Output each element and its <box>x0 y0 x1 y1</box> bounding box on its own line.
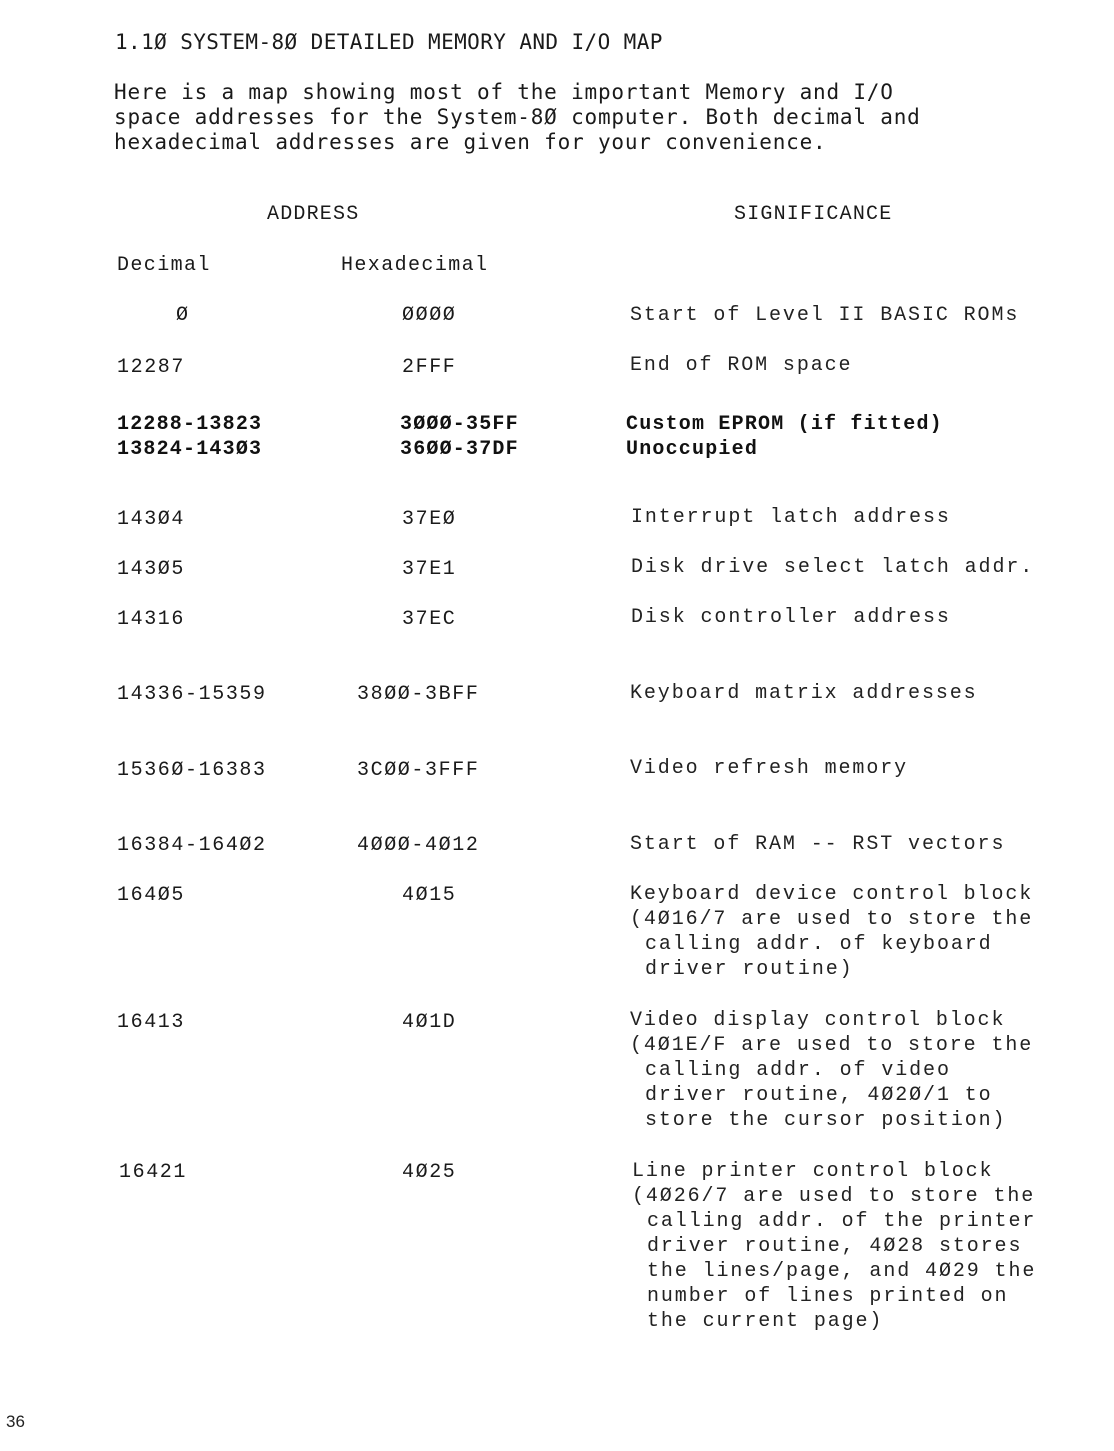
significance <box>626 412 943 437</box>
significance-line: Start of RAM -- RST vectors <box>630 833 1006 856</box>
significance <box>630 756 908 781</box>
page-number: 36 <box>6 1412 25 1431</box>
significance-line: Line printer control block <box>632 1160 994 1183</box>
significance-line: Video display control block <box>630 1009 1006 1032</box>
significance <box>630 832 1005 857</box>
significance-line: Disk drive select latch addr. <box>631 556 1035 579</box>
intro-paragraph <box>114 80 921 155</box>
significance-line: Custom EPROM (if fitted) <box>626 413 943 436</box>
significance <box>630 353 852 378</box>
decimal-address: 16384-164Ø2 <box>117 834 267 857</box>
hex-address: ØØØØ <box>402 304 457 327</box>
significance-line: driver routine, 4Ø28 stores <box>647 1235 1023 1258</box>
intro-line: space addresses for the System-8Ø computer. Both decimal and <box>114 105 921 129</box>
significance <box>631 555 1034 580</box>
hex-address: 38ØØ-3BFF <box>357 683 480 706</box>
decimal-address: 12288-13823 <box>117 413 263 436</box>
hex-address: 2FFF <box>402 356 457 379</box>
decimal-address: 12287 <box>117 356 186 379</box>
decimal-address: 143Ø4 <box>117 508 186 531</box>
hex-address: 4Ø1D <box>402 1011 457 1034</box>
significance-line: Start of Level II BASIC ROMs <box>630 304 1020 327</box>
significance-line: calling addr. of video <box>645 1059 951 1082</box>
significance-line: Unoccupied <box>626 438 759 461</box>
significance-line: Video refresh memory <box>630 757 909 780</box>
significance-line: the lines/page, and 4Ø29 the <box>647 1260 1037 1283</box>
significance <box>631 605 951 630</box>
hex-address: 37E1 <box>402 558 457 581</box>
hexadecimal-column-heading: Hexadecimal <box>341 254 489 277</box>
hex-address: 4ØØØ-4Ø12 <box>357 834 480 857</box>
decimal-address: 16421 <box>119 1161 188 1184</box>
decimal-address: 164Ø5 <box>117 884 186 907</box>
decimal-address: 1536Ø-16383 <box>117 759 267 782</box>
significance-line: driver routine, 4Ø2Ø/1 to <box>645 1084 993 1107</box>
significance-line: Interrupt latch address <box>631 506 951 529</box>
significance-line: Keyboard matrix addresses <box>630 682 978 705</box>
significance <box>631 505 951 530</box>
significance-line: Keyboard device control block <box>630 883 1034 906</box>
decimal-address: 14316 <box>117 608 186 631</box>
hex-address: 4Ø25 <box>402 1161 457 1184</box>
decimal-address: 14336-15359 <box>117 683 267 706</box>
significance-line: the current page) <box>647 1310 884 1333</box>
significance <box>630 681 978 706</box>
hex-address: 3ØØØ-35FF <box>400 413 519 436</box>
decimal-column-heading: Decimal <box>117 254 211 277</box>
significance <box>630 1008 1033 1133</box>
hex-address: 37EC <box>402 608 457 631</box>
significance-column-heading: SIGNIFICANCE <box>734 203 893 226</box>
significance-line: driver routine) <box>645 958 854 981</box>
decimal-address: 143Ø5 <box>117 558 186 581</box>
significance <box>630 303 1019 328</box>
significance-line: (4Ø26/7 are used to store the <box>632 1185 1036 1208</box>
significance-line: (4Ø1E/F are used to store the <box>630 1034 1034 1057</box>
significance-line: calling addr. of the printer <box>647 1210 1037 1233</box>
significance-line: End of ROM space <box>630 354 853 377</box>
significance <box>626 437 758 462</box>
intro-line: Here is a map showing most of the important Memory and I/O <box>114 80 894 104</box>
decimal-address: Ø <box>176 304 190 327</box>
decimal-address: 16413 <box>117 1011 186 1034</box>
hex-address: 4Ø15 <box>402 884 457 907</box>
address-column-heading: ADDRESS <box>267 203 360 226</box>
hex-address: 3CØØ-3FFF <box>357 759 480 782</box>
significance-line: store the cursor position) <box>645 1109 1007 1132</box>
significance <box>632 1159 1036 1334</box>
hex-address: 36ØØ-37DF <box>400 438 519 461</box>
hex-address: 37EØ <box>402 508 457 531</box>
decimal-address: 13824-143Ø3 <box>117 438 263 461</box>
intro-line: hexadecimal addresses are given for your convenience. <box>114 130 827 154</box>
significance-line: (4Ø16/7 are used to store the <box>630 908 1034 931</box>
significance-line: number of lines printed on <box>647 1285 1009 1308</box>
significance-line: Disk controller address <box>631 606 951 629</box>
significance-line: calling addr. of keyboard <box>645 933 993 956</box>
significance <box>630 882 1033 982</box>
page-title: 1.1Ø SYSTEM-8Ø DETAILED MEMORY AND I/O MAP <box>115 30 663 54</box>
